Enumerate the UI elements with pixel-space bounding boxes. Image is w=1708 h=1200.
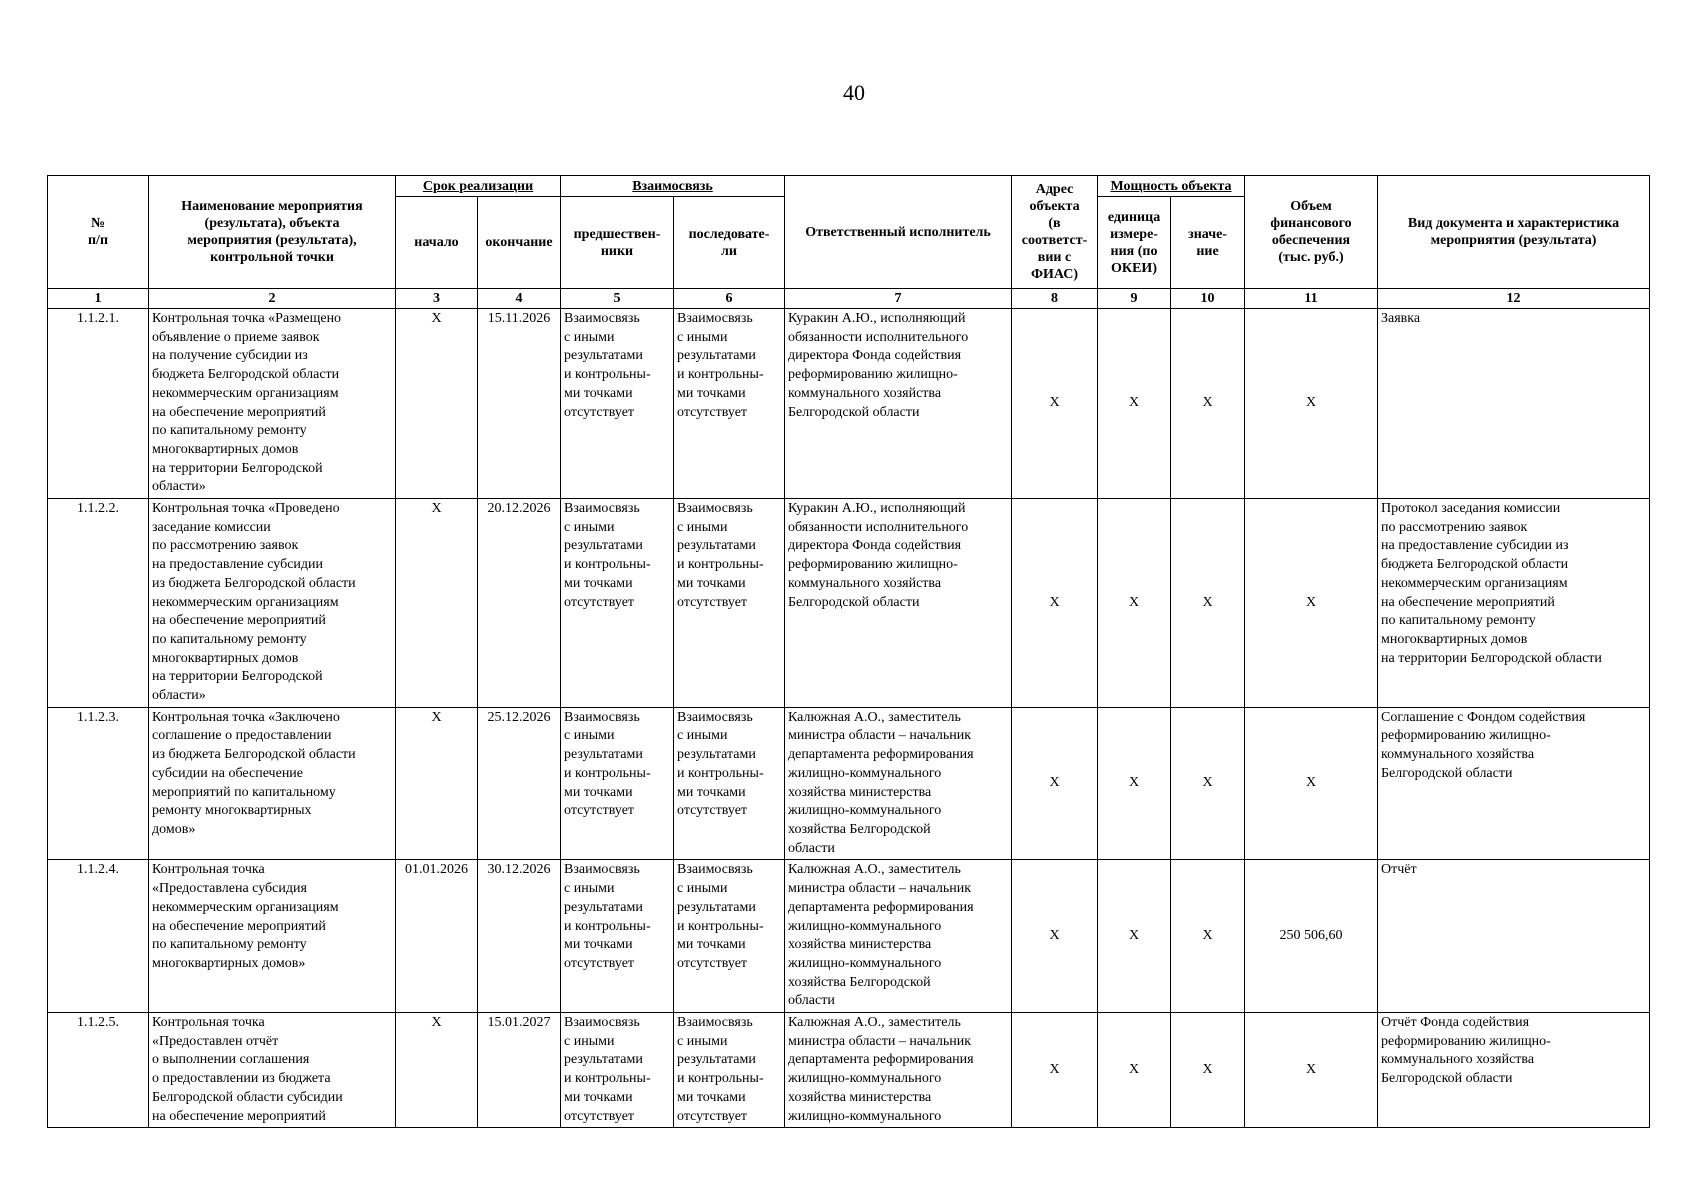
column-number: 10 — [1171, 289, 1245, 309]
row-successors: Взаимосвязь с иными результатами и контрольны- ми точками отсутствует — [674, 860, 785, 1013]
row-predecessors: Взаимосвязь с иными результатами и контрольны- ми точками отсутствует — [561, 707, 674, 860]
row-successors: Взаимосвязь с иными результатами и контрольны- ми точками отсутствует — [674, 499, 785, 708]
column-number: 4 — [478, 289, 561, 309]
header-doc-type: Вид документа и характеристика мероприятия (результата) — [1378, 176, 1650, 289]
row-unit: X — [1098, 860, 1171, 1013]
table-row — [48, 860, 1650, 1013]
column-number: 11 — [1245, 289, 1378, 309]
column-number: 9 — [1098, 289, 1171, 309]
row-successors: Взаимосвязь с иными результатами и контрольны- ми точками отсутствует — [674, 707, 785, 860]
column-number: 5 — [561, 289, 674, 309]
row-predecessors: Взаимосвязь с иными результатами и контрольны- ми точками отсутствует — [561, 309, 674, 499]
header-predecessors: предшествен- ники — [561, 197, 674, 289]
header-address: Адрес объекта (в соответст- вии с ФИАС) — [1012, 176, 1098, 289]
row-start: X — [396, 1013, 478, 1128]
row-executor: Куракин А.Ю., исполняющий обязанности исполнительного директора Фонда содействия реформированию жилищно- коммунального хозяйства Белгородской области — [785, 499, 1012, 708]
row-value: X — [1171, 1013, 1245, 1128]
header-num: № п/п — [48, 176, 149, 289]
row-num: 1.1.2.1. — [48, 309, 149, 499]
row-end: 30.12.2026 — [478, 860, 561, 1013]
row-finance: X — [1245, 499, 1378, 708]
header-start: начало — [396, 197, 478, 289]
row-value: X — [1171, 499, 1245, 708]
row-executor: Калюжная А.О., заместитель министра области – начальник департамента реформирования жилищно-коммунального хозяйства министерства жилищно-коммунального хозяйства Белгородской области — [785, 707, 1012, 860]
column-number: 1 — [48, 289, 149, 309]
row-doc: Заявка — [1378, 309, 1650, 499]
row-unit: X — [1098, 309, 1171, 499]
header-name: Наименование мероприятия (результата), объекта мероприятия (результата), контрольной точки — [149, 176, 396, 289]
column-number: 12 — [1378, 289, 1650, 309]
row-address: X — [1012, 860, 1098, 1013]
column-number: 6 — [674, 289, 785, 309]
row-doc: Соглашение с Фондом содействия реформированию жилищно- коммунального хозяйства Белгородской области — [1378, 707, 1650, 860]
row-name: Контрольная точка «Предоставлена субсидия некоммерческим организациям на обеспечение мероприятий по капитальному ремонту многоквартирных домов» — [149, 860, 396, 1013]
row-doc: Протокол заседания комиссии по рассмотрению заявок на предоставление субсидии из бюджета Белгородской области некоммерческим организациям на обеспечение мероприятий по капитальному ремонту многоквартирных домов на территории Белгородской области — [1378, 499, 1650, 708]
table-row — [48, 707, 1650, 860]
header-successors: последовате- ли — [674, 197, 785, 289]
row-name: Контрольная точка «Проведено заседание комиссии по рассмотрению заявок на предоставление субсидии из бюджета Белгородской области некоммерческим организациям на обеспечение мероприятий по капитальному ремонту многоквартирных домов на территории Белгородской области» — [149, 499, 396, 708]
row-start: X — [396, 707, 478, 860]
header-unit: единица измере- ния (по ОКЕИ) — [1098, 197, 1171, 289]
row-value: X — [1171, 309, 1245, 499]
row-predecessors: Взаимосвязь с иными результатами и контрольны- ми точками отсутствует — [561, 860, 674, 1013]
row-executor: Калюжная А.О., заместитель министра области – начальник департамента реформирования жилищно-коммунального хозяйства министерства жилищно-коммунального хозяйства Белгородской области — [785, 860, 1012, 1013]
header-capacity: Мощность объекта — [1098, 176, 1245, 197]
table-row — [48, 1013, 1650, 1128]
row-name: Контрольная точка «Заключено соглашение о предоставлении из бюджета Белгородской области субсидии на обеспечение мероприятий по капитальному ремонту многоквартирных домов» — [149, 707, 396, 860]
row-doc: Отчёт Фонда содействия реформированию жилищно- коммунального хозяйства Белгородской области — [1378, 1013, 1650, 1128]
row-value: X — [1171, 707, 1245, 860]
row-name: Контрольная точка «Размещено объявление о приеме заявок на получение субсидии из бюджета Белгородской области некоммерческим организациям на обеспечение мероприятий по капитальному ремонту многоквартирных домов на территории Белгородской области» — [149, 309, 396, 499]
row-predecessors: Взаимосвязь с иными результатами и контрольны- ми точками отсутствует — [561, 499, 674, 708]
events-table — [47, 175, 1650, 1128]
page-number: 40 — [843, 80, 865, 105]
row-finance: X — [1245, 1013, 1378, 1128]
row-start: 01.01.2026 — [396, 860, 478, 1013]
row-address: X — [1012, 499, 1098, 708]
column-number: 2 — [149, 289, 396, 309]
row-start: X — [396, 309, 478, 499]
row-end: 15.11.2026 — [478, 309, 561, 499]
row-num: 1.1.2.5. — [48, 1013, 149, 1128]
column-number: 3 — [396, 289, 478, 309]
table-row — [48, 309, 1650, 499]
row-value: X — [1171, 860, 1245, 1013]
row-finance: X — [1245, 707, 1378, 860]
row-predecessors: Взаимосвязь с иными результатами и контрольны- ми точками отсутствует — [561, 1013, 674, 1128]
row-name: Контрольная точка «Предоставлен отчёт о выполнении соглашения о предоставлении из бюджета Белгородской области субсидии на обеспечение мероприятий — [149, 1013, 396, 1128]
row-successors: Взаимосвязь с иными результатами и контрольны- ми точками отсутствует — [674, 1013, 785, 1128]
header-period: Срок реализации — [396, 176, 561, 197]
table-header — [48, 176, 1650, 309]
column-numbers-row — [48, 289, 1650, 309]
row-start: X — [396, 499, 478, 708]
row-finance: X — [1245, 309, 1378, 499]
row-end: 15.01.2027 — [478, 1013, 561, 1128]
header-finance: Объем финансового обеспечения (тыс. руб.) — [1245, 176, 1378, 289]
header-end: окончание — [478, 197, 561, 289]
row-doc: Отчёт — [1378, 860, 1650, 1013]
row-end: 20.12.2026 — [478, 499, 561, 708]
row-num: 1.1.2.3. — [48, 707, 149, 860]
row-unit: X — [1098, 499, 1171, 708]
header-relation: Взаимосвязь — [561, 176, 785, 197]
header-executor: Ответственный исполнитель — [785, 176, 1012, 289]
row-address: X — [1012, 309, 1098, 499]
row-unit: X — [1098, 707, 1171, 860]
row-successors: Взаимосвязь с иными результатами и контрольны- ми точками отсутствует — [674, 309, 785, 499]
row-num: 1.1.2.2. — [48, 499, 149, 708]
row-num: 1.1.2.4. — [48, 860, 149, 1013]
column-number: 8 — [1012, 289, 1098, 309]
row-executor: Куракин А.Ю., исполняющий обязанности исполнительного директора Фонда содействия реформированию жилищно- коммунального хозяйства Белгородской области — [785, 309, 1012, 499]
row-end: 25.12.2026 — [478, 707, 561, 860]
row-address: X — [1012, 1013, 1098, 1128]
row-executor: Калюжная А.О., заместитель министра области – начальник департамента реформирования жилищно-коммунального хозяйства министерства жилищно-коммунального — [785, 1013, 1012, 1128]
header-value: значе- ние — [1171, 197, 1245, 289]
row-unit: X — [1098, 1013, 1171, 1128]
column-number: 7 — [785, 289, 1012, 309]
row-finance: 250 506,60 — [1245, 860, 1378, 1013]
row-address: X — [1012, 707, 1098, 860]
table-row — [48, 499, 1650, 708]
